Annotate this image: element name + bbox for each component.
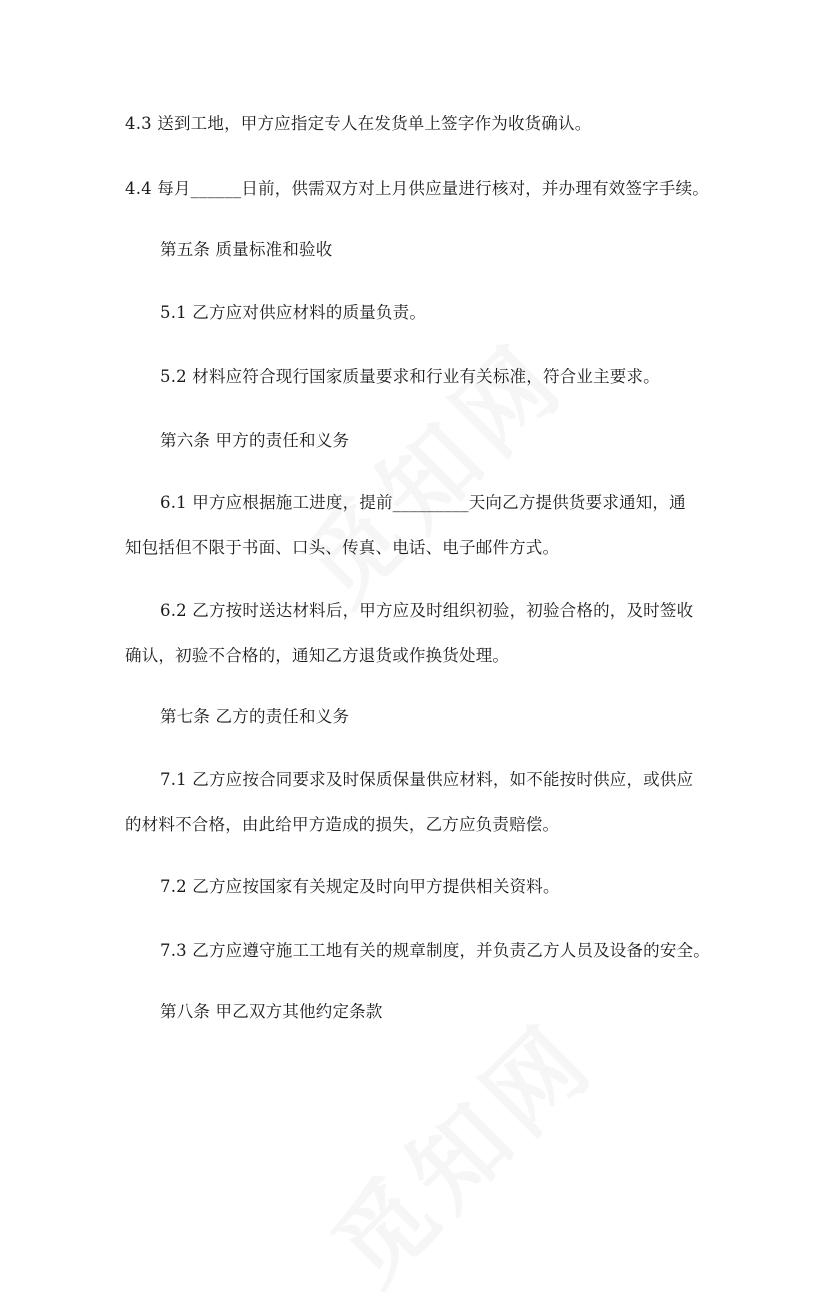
paragraph-4-4: 4.4 每月______日前，供需双方对上月供应量进行核对，并办理有效签字手续。 bbox=[125, 179, 709, 198]
paragraph-6-1-line-1: 6.1 甲方应根据施工进度，提前_________天向乙方提供货要求通知，通 bbox=[160, 493, 686, 512]
paragraph-7-2: 7.2 乙方应按国家有关规定及时向甲方提供相关资料。 bbox=[160, 877, 560, 896]
paragraph-6-1-line-2: 知包括但不限于书面、口头、传真、电话、电子邮件方式。 bbox=[125, 538, 560, 557]
paragraph-6-2-line-1: 6.2 乙方按时送达材料后，甲方应及时组织初验，初验合格的，及时签收 bbox=[160, 601, 694, 620]
paragraph-6-2-line-2: 确认，初验不合格的，通知乙方退货或作换货处理。 bbox=[125, 646, 510, 665]
paragraph-5-2: 5.2 材料应符合现行国家质量要求和行业有关标准，符合业主要求。 bbox=[160, 367, 660, 386]
watermark bbox=[268, 308, 590, 630]
paragraph-7-1-line-1: 7.1 乙方应按合同要求及时保质保量供应材料，如不能按时供应，或供应 bbox=[160, 770, 694, 789]
paragraph-5-1: 5.1 乙方应对供应材料的质量负责。 bbox=[160, 303, 427, 322]
watermark bbox=[298, 988, 620, 1309]
paragraph-4-3: 4.3 送到工地，甲方应指定专人在发货单上签字作为收货确认。 bbox=[125, 114, 592, 133]
article-8-heading: 第八条 甲乙双方其他约定条款 bbox=[160, 1002, 383, 1021]
paragraph-7-1-line-2: 的材料不合格，由此给甲方造成的损失，乙方应负责赔偿。 bbox=[125, 815, 560, 834]
article-5-heading: 第五条 质量标准和验收 bbox=[160, 240, 333, 259]
paragraph-7-3: 7.3 乙方应遵守施工工地有关的规章制度，并负责乙方人员及设备的安全。 bbox=[160, 941, 710, 960]
article-7-heading: 第七条 乙方的责任和义务 bbox=[160, 707, 350, 726]
article-6-heading: 第六条 甲方的责任和义务 bbox=[160, 431, 350, 450]
